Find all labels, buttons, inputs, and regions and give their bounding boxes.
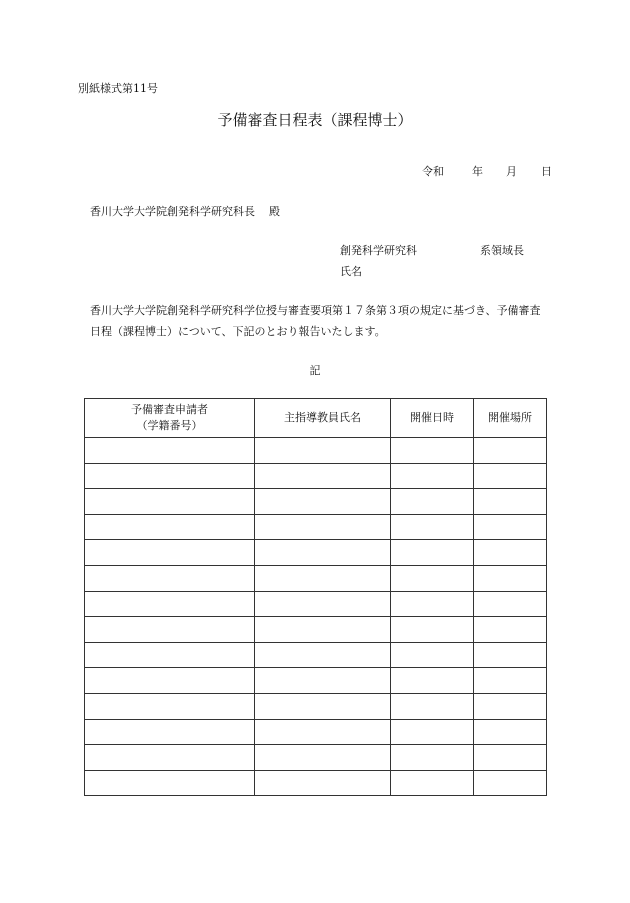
cell-datetime: [391, 668, 474, 694]
cell-applicant: [85, 438, 255, 464]
table-row: [85, 565, 547, 591]
header-applicant: [85, 399, 255, 438]
cell-venue: [474, 489, 547, 515]
cell-venue: [474, 540, 547, 566]
header-venue: 開催場所: [474, 399, 547, 438]
schedule-table: [84, 398, 547, 796]
table-row: [85, 591, 547, 617]
cell-venue: [474, 514, 547, 540]
table-row: [85, 489, 547, 515]
addressee: [90, 203, 280, 219]
cell-supervisor: [255, 540, 391, 566]
cell-venue: [474, 565, 547, 591]
cell-supervisor: [255, 463, 391, 489]
cell-applicant: [85, 770, 255, 796]
cell-venue: [474, 617, 547, 643]
header-datetime: 開催日時: [391, 399, 474, 438]
reporter-position: 系領域長: [480, 244, 524, 257]
cell-applicant: [85, 642, 255, 668]
cell-venue: [474, 770, 547, 796]
form-number: 別紙様式第11号: [78, 82, 158, 95]
table-row: [85, 745, 547, 771]
cell-venue: [474, 693, 547, 719]
date-month-label: 月: [506, 165, 517, 178]
cell-applicant: [85, 463, 255, 489]
cell-venue: [474, 719, 547, 745]
cell-venue: [474, 745, 547, 771]
cell-supervisor: [255, 693, 391, 719]
cell-supervisor: [255, 745, 391, 771]
ki-label: 記: [309, 364, 321, 377]
header-applicant-line2: （学籍番号）: [136, 419, 203, 432]
cell-applicant: [85, 693, 255, 719]
reporter-affiliation: 創発科学研究科: [340, 244, 417, 257]
table-row: [85, 642, 547, 668]
cell-datetime: [391, 719, 474, 745]
cell-supervisor: [255, 617, 391, 643]
cell-datetime: [391, 642, 474, 668]
cell-applicant: [85, 591, 255, 617]
cell-venue: [474, 463, 547, 489]
table-row: [85, 438, 547, 464]
cell-supervisor: [255, 565, 391, 591]
cell-applicant: [85, 565, 255, 591]
document-title: 予備審査日程表（課程博士）: [217, 111, 413, 129]
date-era: 令和: [422, 165, 444, 178]
cell-datetime: [391, 745, 474, 771]
cell-venue: [474, 591, 547, 617]
cell-datetime: [391, 693, 474, 719]
table-row: [85, 514, 547, 540]
cell-applicant: [85, 540, 255, 566]
header-supervisor: 主指導教員氏名: [255, 399, 391, 438]
cell-datetime: [391, 514, 474, 540]
cell-datetime: [391, 617, 474, 643]
date-day-label: 日: [541, 165, 552, 178]
table-row: [85, 770, 547, 796]
table-row: [85, 617, 547, 643]
cell-supervisor: [255, 591, 391, 617]
cell-datetime: [391, 540, 474, 566]
cell-datetime: [391, 463, 474, 489]
cell-applicant: [85, 489, 255, 515]
cell-datetime: [391, 770, 474, 796]
cell-datetime: [391, 438, 474, 464]
cell-supervisor: [255, 438, 391, 464]
table-row: [85, 463, 547, 489]
cell-applicant: [85, 668, 255, 694]
cell-venue: [474, 438, 547, 464]
table-body: [85, 438, 547, 796]
cell-venue: [474, 642, 547, 668]
reporter-name-label: 氏名: [340, 265, 362, 278]
cell-datetime: [391, 489, 474, 515]
cell-datetime: [391, 565, 474, 591]
table-row: [85, 540, 547, 566]
table-row: [85, 693, 547, 719]
addressee-name: 香川大学大学院創発科学研究科長: [90, 205, 255, 218]
cell-supervisor: [255, 719, 391, 745]
cell-applicant: [85, 719, 255, 745]
cell-venue: [474, 668, 547, 694]
table-row: [85, 668, 547, 694]
cell-applicant: [85, 617, 255, 643]
cell-supervisor: [255, 770, 391, 796]
addressee-honorific: 殿: [269, 205, 280, 218]
cell-supervisor: [255, 642, 391, 668]
table-header-row: [85, 399, 547, 438]
cell-supervisor: [255, 514, 391, 540]
cell-supervisor: [255, 668, 391, 694]
cell-datetime: [391, 591, 474, 617]
table-row: [85, 719, 547, 745]
cell-supervisor: [255, 489, 391, 515]
cell-applicant: [85, 745, 255, 771]
header-applicant-line1: 予備審査申請者: [131, 403, 208, 416]
cell-applicant: [85, 514, 255, 540]
report-body-text: 香川大学大学院創発科学研究科学位授与審査要項第１７条第３項の規定に基づき、予備審査日程（課程博士）について、下記のとおり報告いたします。: [90, 304, 541, 338]
date-year-label: 年: [472, 165, 483, 178]
